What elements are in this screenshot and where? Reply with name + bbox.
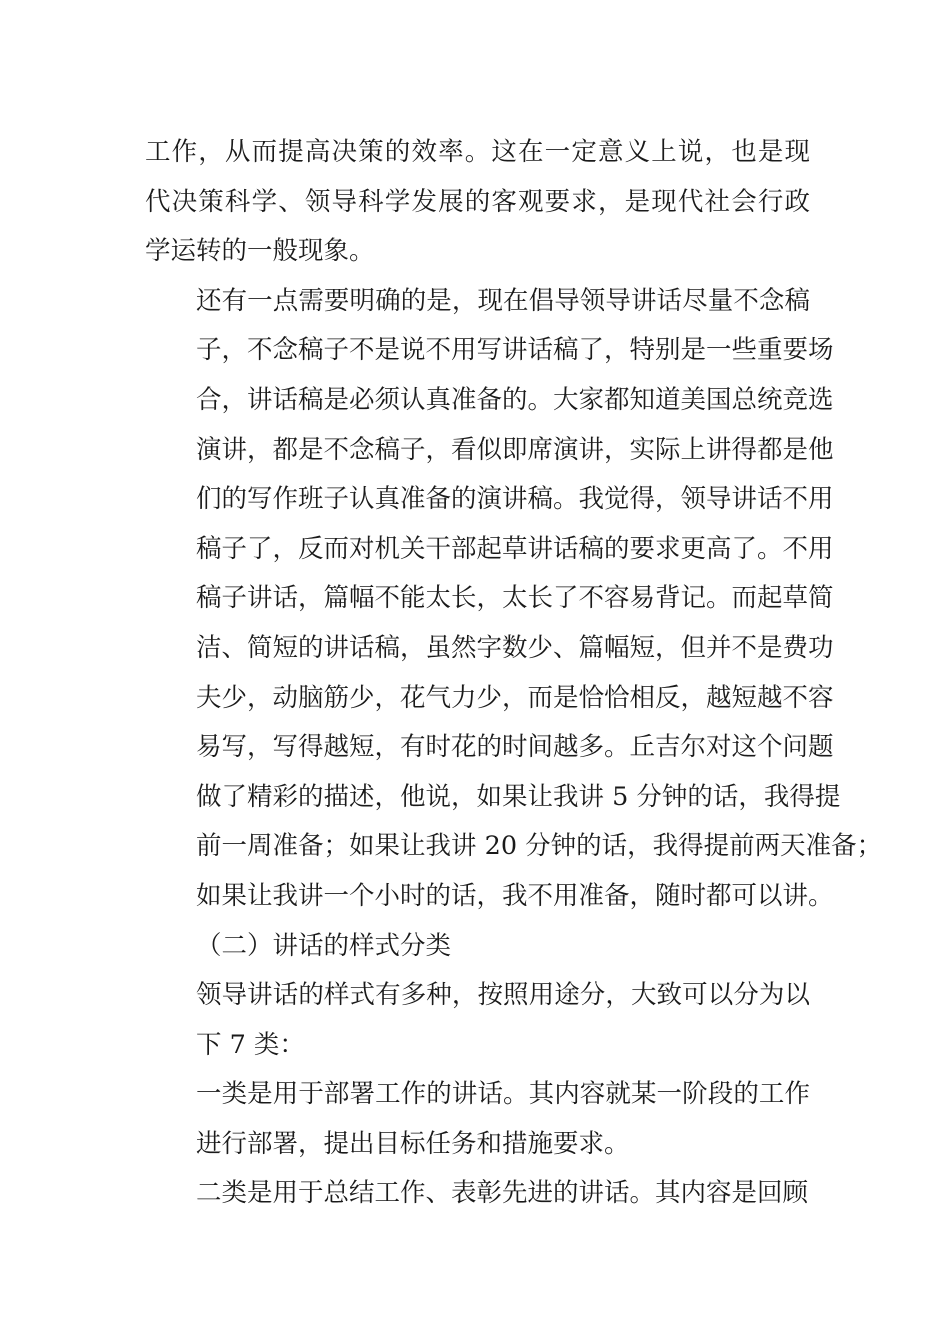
text-line: 易写，写得越短，有时花的时间越多。丘吉尔对这个问题 — [196, 732, 834, 763]
text-line: 学运转的一般现象。 — [145, 236, 375, 267]
paragraph — [145, 277, 883, 922]
text-line: 稿子讲话，篇幅不能太长，太长了不容易背记。而起草简 — [196, 583, 834, 614]
text-line: 代决策科学、领导科学发展的客观要求，是现代社会行政 — [145, 186, 810, 217]
text-line: 工作，从而提高决策的效率。这在一定意义上说，也是现 — [145, 137, 810, 167]
paragraph — [145, 1169, 810, 1219]
text-line: 一类是用于部署工作的讲话。其内容就某一阶段的工作 — [196, 1079, 810, 1110]
text-line: 子，不念稿子不是说不用写讲话稿了，特别是一些重要场 — [196, 335, 834, 366]
text-line: 做了精彩的描述，他说，如果让我讲 5 分钟的话，我得提 — [196, 781, 841, 812]
text-line: 前一周准备；如果让我讲 20 分钟的话，我得提前两天准备； — [196, 831, 883, 862]
text-line: 们的写作班子认真准备的演讲稿。我觉得，领导讲话不用 — [196, 484, 834, 515]
text-line: 合，讲话稿是必须认真准备的。大家都知道美国总统竞选 — [196, 384, 834, 415]
text-line: 进行部署，提出目标任务和措施要求。 — [196, 1128, 630, 1159]
paragraph — [145, 922, 810, 972]
text-line: 如果让我讲一个小时的话，我不用准备，随时都可以讲。 — [196, 880, 834, 911]
text-line: 演讲，都是不念稿子，看似即席演讲，实际上讲得都是他 — [196, 434, 834, 465]
paragraph — [145, 128, 810, 277]
text-line: 领导讲话的样式有多种，按照用途分，大致可以分为以 — [196, 980, 810, 1011]
text-line: 稿子了，反而对机关干部起草讲话稿的要求更高了。不用 — [196, 533, 834, 564]
text-line: （二）讲话的样式分类 — [196, 930, 452, 961]
paragraph — [145, 971, 810, 1070]
document-body — [145, 128, 883, 1219]
text-line: 还有一点需要明确的是，现在倡导领导讲话尽量不念稿 — [196, 285, 810, 316]
text-line: 洁、简短的讲话稿，虽然字数少、篇幅短，但并不是费功 — [196, 632, 834, 663]
text-line: 夫少，动脑筋少，花气力少，而是恰恰相反，越短越不容 — [196, 682, 834, 713]
text-line: 下 7 类： — [196, 1029, 305, 1060]
text-line: 二类是用于总结工作、表彰先进的讲话。其内容是回顾 — [196, 1178, 809, 1209]
paragraph — [145, 1070, 810, 1169]
